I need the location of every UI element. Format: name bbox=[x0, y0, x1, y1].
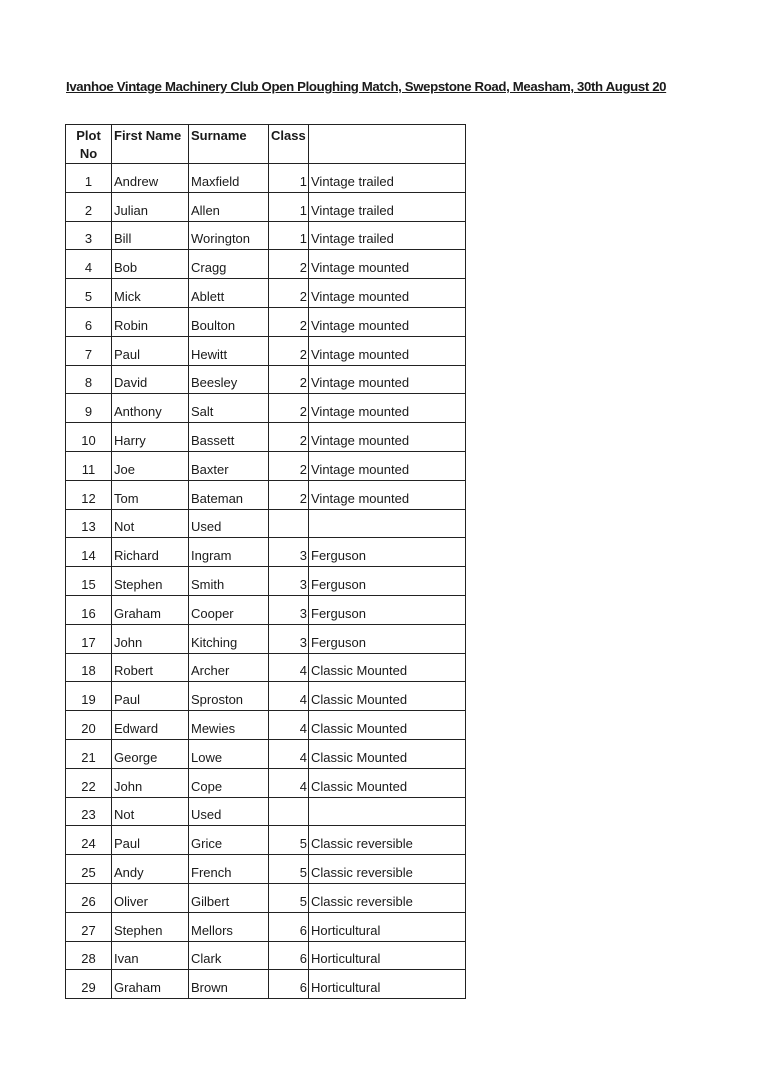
table-row bbox=[66, 970, 466, 999]
cell-plot-no: 10 bbox=[66, 423, 112, 452]
header-plot-line2: No bbox=[79, 146, 98, 161]
table-row bbox=[66, 250, 466, 279]
cell-plot-no: 5 bbox=[66, 279, 112, 308]
cell-class bbox=[269, 509, 309, 538]
cell-class-name: Classic Mounted bbox=[309, 768, 466, 797]
cell-class-name: Ferguson bbox=[309, 567, 466, 596]
header-class: Class bbox=[269, 125, 309, 164]
cell-class-name: Vintage mounted bbox=[309, 279, 466, 308]
cell-plot-no: 26 bbox=[66, 883, 112, 912]
cell-class: 2 bbox=[269, 365, 309, 394]
cell-surname: French bbox=[189, 855, 269, 884]
cell-class: 1 bbox=[269, 192, 309, 221]
cell-first-name: Andy bbox=[112, 855, 189, 884]
table-row bbox=[66, 682, 466, 711]
cell-first-name: Harry bbox=[112, 423, 189, 452]
cell-plot-no: 13 bbox=[66, 509, 112, 538]
cell-class: 4 bbox=[269, 768, 309, 797]
cell-plot-no: 9 bbox=[66, 394, 112, 423]
cell-plot-no: 28 bbox=[66, 941, 112, 970]
cell-surname: Cope bbox=[189, 768, 269, 797]
cell-class-name: Classic Mounted bbox=[309, 653, 466, 682]
cell-class: 2 bbox=[269, 480, 309, 509]
cell-class-name: Vintage mounted bbox=[309, 307, 466, 336]
cell-class-name: Horticultural bbox=[309, 941, 466, 970]
cell-first-name: Graham bbox=[112, 595, 189, 624]
cell-first-name: Joe bbox=[112, 451, 189, 480]
table-row bbox=[66, 595, 466, 624]
cell-plot-no: 2 bbox=[66, 192, 112, 221]
cell-class-name: Classic reversible bbox=[309, 883, 466, 912]
table-row bbox=[66, 423, 466, 452]
table-row bbox=[66, 480, 466, 509]
cell-surname: Grice bbox=[189, 826, 269, 855]
cell-class: 2 bbox=[269, 250, 309, 279]
cell-plot-no: 6 bbox=[66, 307, 112, 336]
cell-class-name: Vintage mounted bbox=[309, 423, 466, 452]
cell-class: 2 bbox=[269, 279, 309, 308]
cell-plot-no: 14 bbox=[66, 538, 112, 567]
cell-class-name: Classic Mounted bbox=[309, 682, 466, 711]
table-row bbox=[66, 826, 466, 855]
cell-first-name: Tom bbox=[112, 480, 189, 509]
cell-plot-no: 15 bbox=[66, 567, 112, 596]
header-plot-no bbox=[66, 125, 112, 164]
cell-first-name: Not bbox=[112, 509, 189, 538]
cell-class-name: Horticultural bbox=[309, 970, 466, 999]
cell-first-name: George bbox=[112, 739, 189, 768]
cell-surname: Ingram bbox=[189, 538, 269, 567]
cell-class: 6 bbox=[269, 912, 309, 941]
cell-class-name: Vintage mounted bbox=[309, 365, 466, 394]
table-row bbox=[66, 279, 466, 308]
document-title: Ivanhoe Vintage Machinery Club Open Ploughing Match, Swepstone Road, Measham, 30th August 20 bbox=[66, 79, 667, 94]
cell-class-name: Classic reversible bbox=[309, 826, 466, 855]
cell-plot-no: 8 bbox=[66, 365, 112, 394]
cell-class: 2 bbox=[269, 307, 309, 336]
cell-surname: Mewies bbox=[189, 711, 269, 740]
cell-first-name: Edward bbox=[112, 711, 189, 740]
cell-class-name bbox=[309, 509, 466, 538]
cell-first-name: Bill bbox=[112, 221, 189, 250]
cell-surname: Boulton bbox=[189, 307, 269, 336]
cell-plot-no: 21 bbox=[66, 739, 112, 768]
cell-plot-no: 23 bbox=[66, 797, 112, 826]
cell-class-name: Vintage trailed bbox=[309, 164, 466, 193]
cell-plot-no: 3 bbox=[66, 221, 112, 250]
cell-class-name: Classic Mounted bbox=[309, 739, 466, 768]
cell-first-name: Andrew bbox=[112, 164, 189, 193]
cell-class: 1 bbox=[269, 164, 309, 193]
cell-class: 3 bbox=[269, 567, 309, 596]
cell-plot-no: 20 bbox=[66, 711, 112, 740]
cell-plot-no: 16 bbox=[66, 595, 112, 624]
cell-plot-no: 29 bbox=[66, 970, 112, 999]
table-row bbox=[66, 624, 466, 653]
table-row bbox=[66, 192, 466, 221]
cell-first-name: Stephen bbox=[112, 912, 189, 941]
cell-first-name: Richard bbox=[112, 538, 189, 567]
cell-class-name bbox=[309, 797, 466, 826]
table-header-row bbox=[66, 125, 466, 164]
cell-class-name: Vintage mounted bbox=[309, 394, 466, 423]
entries-table bbox=[65, 124, 466, 999]
cell-surname: Gilbert bbox=[189, 883, 269, 912]
header-plot-line1: Plot bbox=[76, 128, 101, 143]
table-row bbox=[66, 164, 466, 193]
cell-class: 5 bbox=[269, 826, 309, 855]
cell-class: 2 bbox=[269, 336, 309, 365]
table-row bbox=[66, 567, 466, 596]
cell-class: 2 bbox=[269, 423, 309, 452]
table-row bbox=[66, 941, 466, 970]
cell-surname: Baxter bbox=[189, 451, 269, 480]
cell-plot-no: 24 bbox=[66, 826, 112, 855]
cell-surname: Bateman bbox=[189, 480, 269, 509]
cell-plot-no: 22 bbox=[66, 768, 112, 797]
cell-class-name: Ferguson bbox=[309, 624, 466, 653]
cell-class-name: Vintage trailed bbox=[309, 221, 466, 250]
cell-surname: Bassett bbox=[189, 423, 269, 452]
table-row bbox=[66, 797, 466, 826]
cell-first-name: Paul bbox=[112, 826, 189, 855]
cell-surname: Clark bbox=[189, 941, 269, 970]
cell-first-name: Not bbox=[112, 797, 189, 826]
cell-class: 5 bbox=[269, 883, 309, 912]
table-row bbox=[66, 739, 466, 768]
cell-surname: Hewitt bbox=[189, 336, 269, 365]
cell-surname: Smith bbox=[189, 567, 269, 596]
cell-first-name: Robin bbox=[112, 307, 189, 336]
cell-plot-no: 17 bbox=[66, 624, 112, 653]
cell-first-name: Oliver bbox=[112, 883, 189, 912]
cell-surname: Kitching bbox=[189, 624, 269, 653]
cell-class-name: Classic reversible bbox=[309, 855, 466, 884]
table-row bbox=[66, 711, 466, 740]
cell-class: 4 bbox=[269, 682, 309, 711]
cell-plot-no: 7 bbox=[66, 336, 112, 365]
cell-surname: Mellors bbox=[189, 912, 269, 941]
cell-class-name: Classic Mounted bbox=[309, 711, 466, 740]
cell-class: 2 bbox=[269, 394, 309, 423]
cell-surname: Maxfield bbox=[189, 164, 269, 193]
cell-class bbox=[269, 797, 309, 826]
table-row bbox=[66, 307, 466, 336]
cell-first-name: David bbox=[112, 365, 189, 394]
cell-surname: Sproston bbox=[189, 682, 269, 711]
cell-class-name: Ferguson bbox=[309, 538, 466, 567]
cell-surname: Lowe bbox=[189, 739, 269, 768]
table-row bbox=[66, 451, 466, 480]
header-surname: Surname bbox=[189, 125, 269, 164]
table-row bbox=[66, 509, 466, 538]
cell-first-name: Stephen bbox=[112, 567, 189, 596]
cell-surname: Brown bbox=[189, 970, 269, 999]
cell-class-name: Horticultural bbox=[309, 912, 466, 941]
cell-class-name: Vintage mounted bbox=[309, 250, 466, 279]
header-class-name bbox=[309, 125, 466, 164]
table-row bbox=[66, 336, 466, 365]
cell-plot-no: 11 bbox=[66, 451, 112, 480]
table-row bbox=[66, 653, 466, 682]
cell-class: 5 bbox=[269, 855, 309, 884]
cell-plot-no: 4 bbox=[66, 250, 112, 279]
cell-class: 3 bbox=[269, 538, 309, 567]
cell-first-name: Ivan bbox=[112, 941, 189, 970]
cell-plot-no: 18 bbox=[66, 653, 112, 682]
cell-class: 4 bbox=[269, 711, 309, 740]
table-row bbox=[66, 365, 466, 394]
cell-first-name: Robert bbox=[112, 653, 189, 682]
table-row bbox=[66, 394, 466, 423]
table-row bbox=[66, 768, 466, 797]
cell-class-name: Vintage trailed bbox=[309, 192, 466, 221]
cell-surname: Beesley bbox=[189, 365, 269, 394]
cell-class: 2 bbox=[269, 451, 309, 480]
cell-class-name: Vintage mounted bbox=[309, 336, 466, 365]
cell-plot-no: 25 bbox=[66, 855, 112, 884]
cell-surname: Archer bbox=[189, 653, 269, 682]
cell-plot-no: 12 bbox=[66, 480, 112, 509]
cell-first-name: Paul bbox=[112, 682, 189, 711]
cell-surname: Cragg bbox=[189, 250, 269, 279]
cell-class: 4 bbox=[269, 739, 309, 768]
cell-class: 4 bbox=[269, 653, 309, 682]
cell-first-name: Bob bbox=[112, 250, 189, 279]
cell-class: 1 bbox=[269, 221, 309, 250]
cell-plot-no: 1 bbox=[66, 164, 112, 193]
cell-plot-no: 27 bbox=[66, 912, 112, 941]
cell-class-name: Ferguson bbox=[309, 595, 466, 624]
table-row bbox=[66, 855, 466, 884]
cell-class: 6 bbox=[269, 970, 309, 999]
cell-class: 3 bbox=[269, 595, 309, 624]
cell-first-name: John bbox=[112, 768, 189, 797]
table-row bbox=[66, 221, 466, 250]
cell-surname: Worington bbox=[189, 221, 269, 250]
cell-first-name: Anthony bbox=[112, 394, 189, 423]
cell-surname: Ablett bbox=[189, 279, 269, 308]
cell-surname: Cooper bbox=[189, 595, 269, 624]
cell-class-name: Vintage mounted bbox=[309, 451, 466, 480]
cell-class: 3 bbox=[269, 624, 309, 653]
cell-first-name: Mick bbox=[112, 279, 189, 308]
table-row bbox=[66, 538, 466, 567]
cell-class: 6 bbox=[269, 941, 309, 970]
table-row bbox=[66, 883, 466, 912]
cell-surname: Used bbox=[189, 509, 269, 538]
cell-first-name: John bbox=[112, 624, 189, 653]
cell-first-name: Paul bbox=[112, 336, 189, 365]
table-row bbox=[66, 912, 466, 941]
header-first-name: First Name bbox=[112, 125, 189, 164]
cell-surname: Salt bbox=[189, 394, 269, 423]
cell-class-name: Vintage mounted bbox=[309, 480, 466, 509]
cell-first-name: Graham bbox=[112, 970, 189, 999]
cell-plot-no: 19 bbox=[66, 682, 112, 711]
cell-surname: Used bbox=[189, 797, 269, 826]
cell-first-name: Julian bbox=[112, 192, 189, 221]
cell-surname: Allen bbox=[189, 192, 269, 221]
